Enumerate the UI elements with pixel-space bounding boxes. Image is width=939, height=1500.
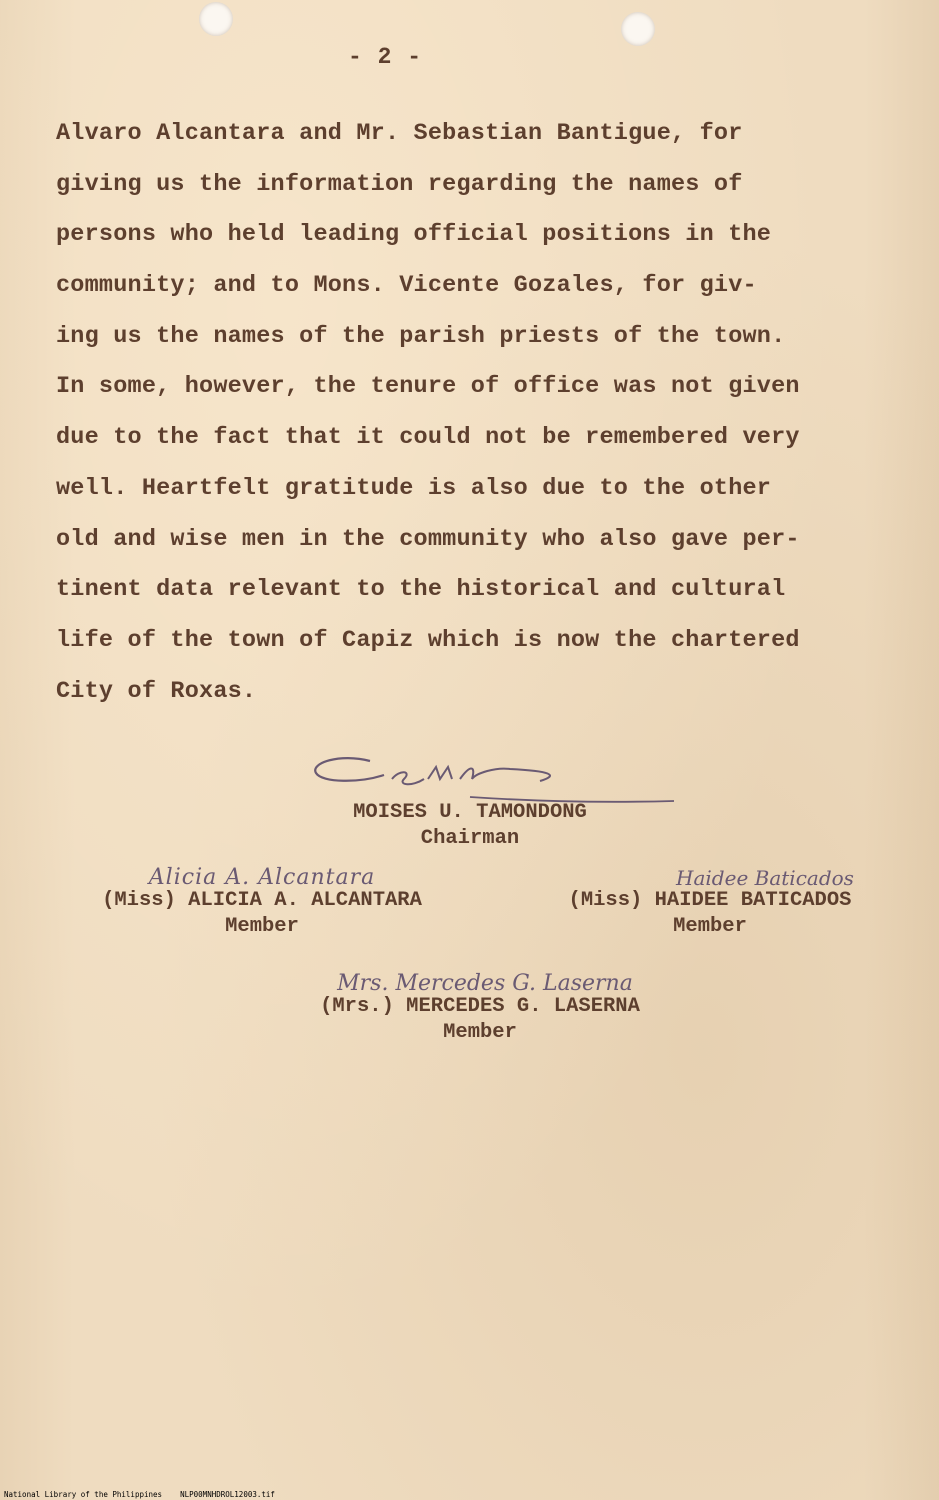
member-name-laserna: (Mrs.) MERCEDES G. LASERNA: [320, 995, 640, 1018]
body-line: old and wise men in the community who also gave per-: [56, 525, 800, 553]
footer-file-name: NLP00MNHDROL12003.tif: [180, 1490, 275, 1499]
member-block-alcantara: [52, 865, 472, 940]
acknowledgment-paragraph: [56, 112, 856, 720]
member-name-alcantara: (Miss) ALICIA A. ALCANTARA: [102, 889, 422, 912]
body-line: life of the town of Capiz which is now the chartered: [56, 626, 800, 654]
scan-footer: [4, 1490, 275, 1499]
body-line: In some, however, the tenure of office was not given: [56, 373, 800, 401]
signature-laserna: Mrs. Mercedes G. Laserna: [337, 971, 633, 996]
signature-alcantara: Alicia A. Alcantara: [148, 865, 376, 890]
page-number: - 2 -: [347, 44, 422, 70]
body-line: community; and to Mons. Vicente Gozales, for giv-: [56, 272, 757, 300]
body-line: well. Heartfelt gratitude is also due to the other: [56, 474, 772, 502]
body-line: ing us the names of the parish priests of the town.: [56, 322, 786, 350]
chairman-title: Chairman: [420, 827, 520, 850]
body-line: persons who held leading official positions in the: [56, 221, 772, 249]
body-line: due to the fact that it could not be remembered very: [56, 424, 800, 452]
member-title-baticados: Member: [673, 915, 747, 938]
member-title-alcantara: Member: [225, 915, 299, 938]
punch-hole-right: [621, 12, 655, 46]
body-line: tinent data relevant to the historical and cultural: [56, 576, 786, 604]
member-block-baticados: [520, 868, 900, 940]
body-line: giving us the information regarding the names of: [56, 170, 743, 198]
member-name-baticados: (Miss) HAIDEE BATICADOS: [568, 889, 852, 912]
member-block-laserna: [260, 971, 700, 1046]
body-line: Alvaro Alcantara and Mr. Sebastian Bantigue, for: [56, 120, 743, 147]
body-line: City of Roxas.: [56, 677, 257, 705]
signature-baticados: Haidee Baticados: [676, 866, 854, 890]
footer-institution: National Library of the Philippines: [4, 1490, 163, 1499]
punch-hole-left: [199, 2, 233, 36]
chairman-name: MOISES U. TAMONDONG: [353, 801, 587, 824]
member-title-laserna: Member: [443, 1021, 517, 1044]
chairman-block: [280, 800, 660, 852]
